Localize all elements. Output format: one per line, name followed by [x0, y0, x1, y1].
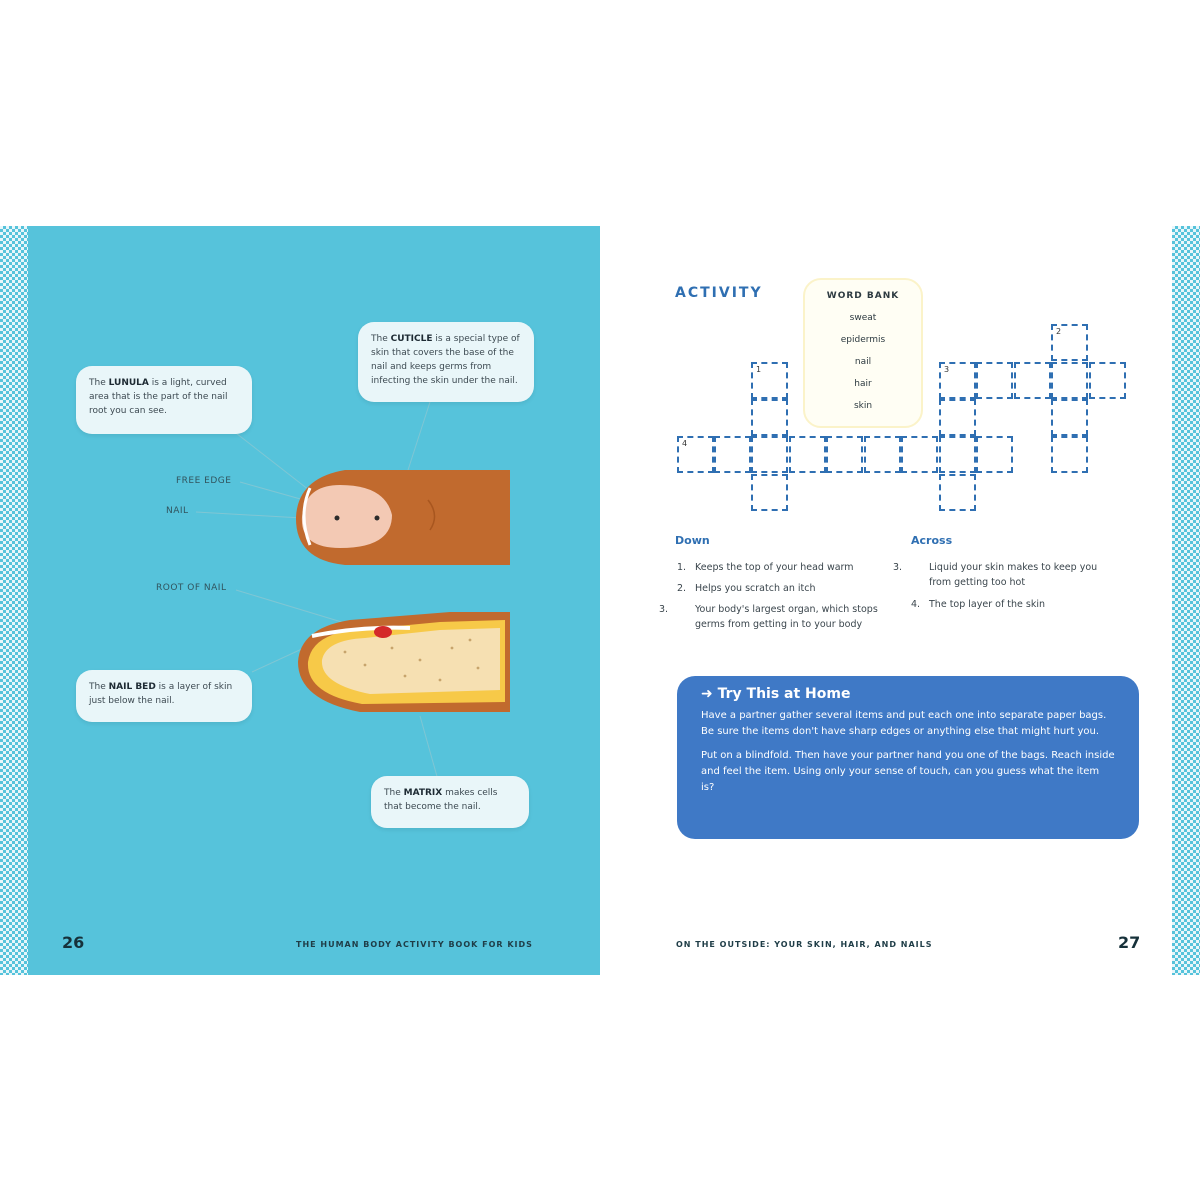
callout-cuticle-term: CUTICLE	[390, 334, 433, 344]
word-bank	[803, 278, 923, 428]
crossword-cell[interactable]	[1051, 324, 1088, 361]
callout-nail-bed-term: NAIL BED	[108, 682, 156, 692]
clue-across-4: 4. The top layer of the skin	[911, 599, 1046, 610]
across-heading: Across	[911, 534, 953, 547]
label-root-of-nail: ROOT OF NAIL	[156, 583, 227, 593]
crossword-cell[interactable]	[1051, 436, 1088, 473]
clue-number: 3	[944, 365, 950, 374]
crossword-cell[interactable]	[826, 436, 863, 473]
clue-down-1: 1. Keeps the top of your head warm	[677, 562, 854, 573]
crossword-cell[interactable]	[976, 362, 1013, 399]
crossword-cell[interactable]	[939, 474, 976, 511]
word-bank-word: sweat	[849, 313, 877, 323]
crossword-cell[interactable]	[939, 436, 976, 473]
finger-cross-section-icon	[298, 612, 510, 712]
clue-number: 1	[756, 365, 762, 374]
activity-title: ACTIVITY	[675, 285, 763, 301]
arrow-right-icon: ➜	[701, 686, 718, 702]
callout-lunula: The LUNULA is a light, curved area that is the part of the nail root you can see.	[76, 366, 252, 434]
try-paragraph-2: Put on a blindfold. Then have your partner hand you one of the bags. Reach inside and feel the item. Using only your sense of touch, can you guess what the item is?	[701, 750, 1115, 793]
finger-top-icon	[296, 470, 510, 565]
crossword-cell[interactable]	[939, 399, 976, 436]
callout-matrix: The MATRIX makes cells that become the nail.	[371, 776, 529, 828]
label-nail: NAIL	[166, 506, 189, 516]
crossword-cell[interactable]	[677, 436, 714, 473]
try-this-at-home-box	[677, 676, 1139, 839]
crossword-cell[interactable]	[1051, 362, 1088, 399]
clue-number: 2	[1056, 327, 1062, 336]
crossword-cell[interactable]	[751, 399, 788, 436]
word-bank-word: hair	[854, 379, 872, 389]
callout-nail-bed: The NAIL BED is a layer of skin just below the nail.	[76, 670, 252, 722]
crossword-cell[interactable]	[751, 362, 788, 399]
callout-cuticle: The CUTICLE is a special type of skin that covers the base of the nail and keeps germs from infecting the skin under the nail.	[358, 322, 534, 402]
page-number-right: 27	[1118, 933, 1141, 952]
word-bank-title: WORD BANK	[826, 291, 900, 301]
crossword-cell[interactable]	[1051, 399, 1088, 436]
crossword-cell[interactable]	[789, 436, 826, 473]
word-bank-word: nail	[854, 357, 872, 367]
crossword-cell[interactable]	[864, 436, 901, 473]
clue-down-3: 3. Your body's largest organ, which stops germs from getting in to your body	[659, 604, 878, 630]
crossword-cell[interactable]	[751, 436, 788, 473]
label-free-edge: FREE EDGE	[176, 476, 232, 486]
leader-lines	[196, 402, 438, 780]
word-bank-word: skin	[853, 401, 873, 411]
crossword-cell[interactable]	[901, 436, 938, 473]
crossword-cell[interactable]	[1089, 362, 1126, 399]
clue-down-2: 2. Helps you scratch an itch	[677, 583, 816, 594]
crossword-cell[interactable]	[1014, 362, 1051, 399]
down-heading: Down	[675, 534, 710, 547]
crossword-cell[interactable]	[714, 436, 751, 473]
crossword-cell[interactable]	[939, 362, 976, 399]
callout-lunula-term: LUNULA	[108, 378, 149, 388]
crossword-cell[interactable]	[976, 436, 1013, 473]
try-title: ➜ Try This at Home	[701, 686, 851, 702]
callout-matrix-term: MATRIX	[403, 788, 443, 798]
word-bank-word: epidermis	[840, 335, 886, 345]
crossword-cell[interactable]	[751, 474, 788, 511]
running-head-right: ON THE OUTSIDE: YOUR SKIN, HAIR, AND NAILS	[676, 940, 933, 949]
try-paragraph-1: Have a partner gather several items and put each one into separate paper bags. Be sure the items don't have sharp edges or anything else that might hurt you.	[701, 710, 1107, 737]
clue-number: 4	[682, 439, 688, 448]
running-head-left: THE HUMAN BODY ACTIVITY BOOK FOR KIDS	[296, 940, 533, 949]
page-number-left: 26	[62, 933, 85, 952]
clue-across-3: 3. Liquid your skin makes to keep you from getting too hot	[893, 562, 1098, 588]
